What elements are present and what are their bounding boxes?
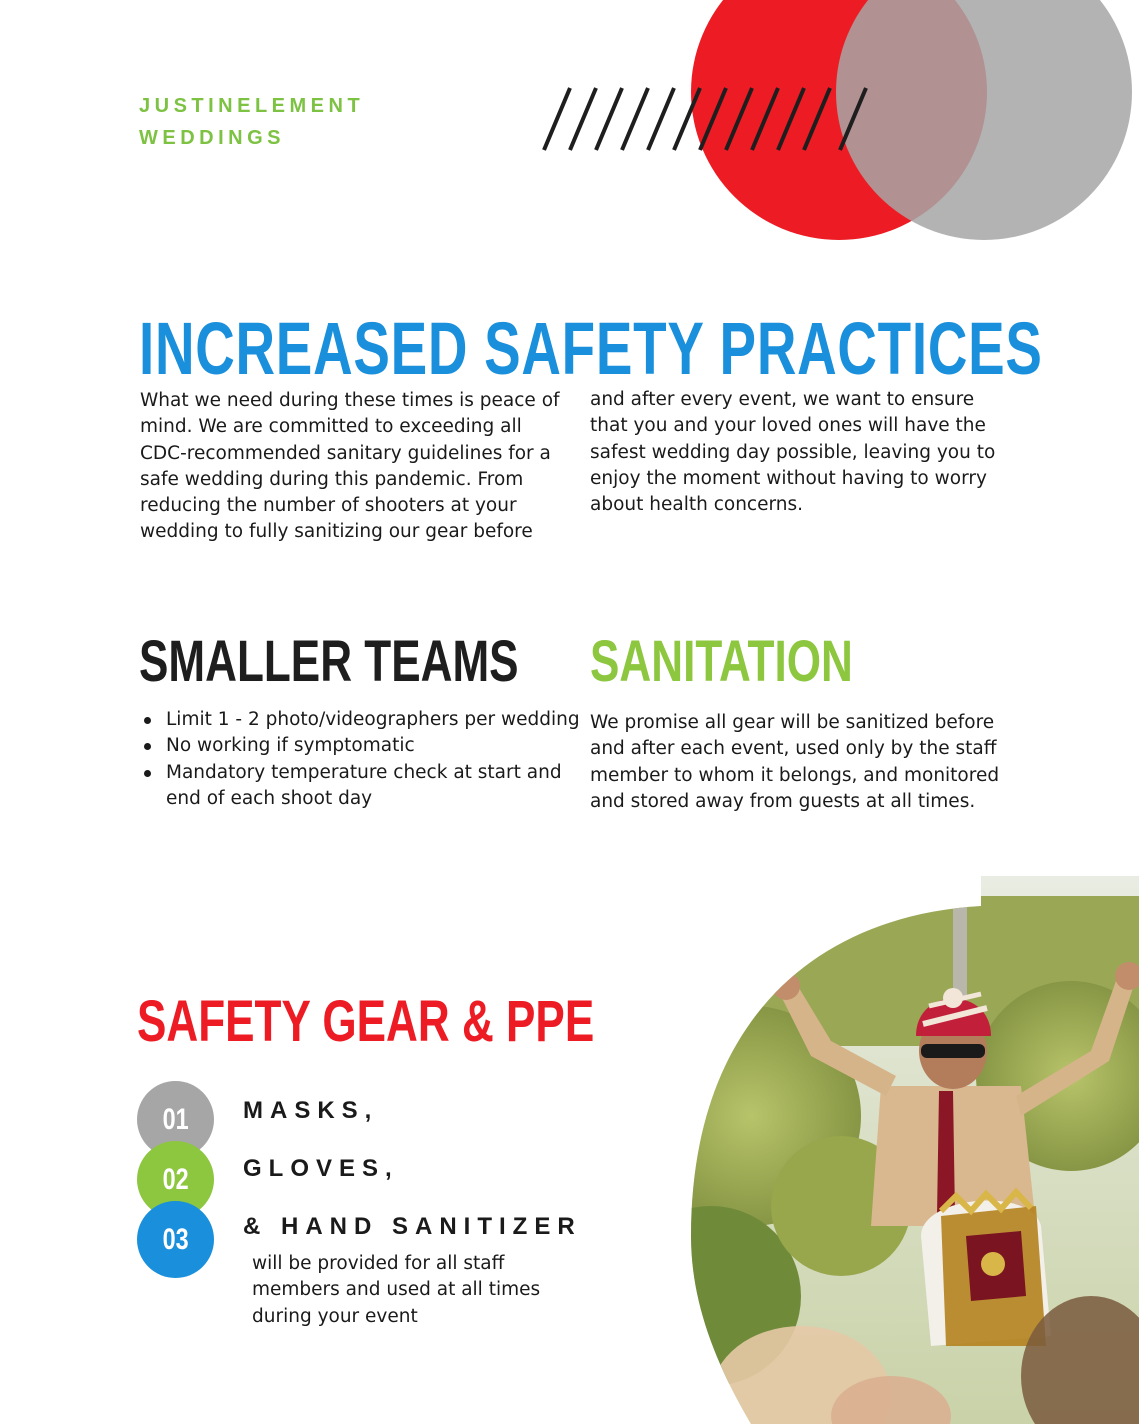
sanitation-paragraph: We promise all gear will be sanitized before and after each event, used only by the staff member to whom it belongs, and monitored and stored away from guests at all times. <box>590 712 1000 812</box>
smaller-teams-heading: SMALLER TEAMS <box>139 629 519 694</box>
smaller-teams-list <box>140 707 596 812</box>
wedding-groom-photo <box>691 876 1139 1424</box>
list-item: Limit 1 - 2 photo/videographers per wedding <box>166 707 596 733</box>
list-item: No working if symptomatic <box>166 733 596 759</box>
brand-line-2: WEDDINGS <box>139 127 285 149</box>
brand-line-1: JUSTINELEMENT <box>139 95 365 117</box>
number-badge-label: 03 <box>162 1222 189 1256</box>
number-badge-03 <box>137 1201 214 1278</box>
intro-paragraph-right: and after every event, we want to ensure that you and your loved ones will have the safest wedding day possible, leaving you to enjoy the moment without having to worry about health concerns. <box>590 389 996 516</box>
safety-gear-heading: SAFETY GEAR & PPE <box>137 989 595 1054</box>
decorative-circles <box>0 0 1139 260</box>
list-item: Mandatory temperature check at start and end of each shoot day <box>166 760 596 813</box>
page-title: INCREASED SAFETY PRACTICES <box>139 307 1043 390</box>
intro-paragraph-left: What we need during these times is peace of mind. We are committed to exceeding all CDC-recommended sanitary guidelines for a safe wedding during this pandemic. From reducing the number of shooters at your wedding to fully sanitizing our gear before <box>140 390 560 543</box>
sanitation-heading: SANITATION <box>590 629 853 694</box>
gear-item-gloves: GLOVES, <box>243 1155 399 1182</box>
gear-item-masks: MASKS, <box>243 1097 379 1124</box>
gear-item-sanitizer: & HAND SANITIZER <box>243 1213 582 1240</box>
number-badge-label: 02 <box>162 1162 189 1196</box>
number-badge-label: 01 <box>162 1102 189 1136</box>
gear-note: will be provided for all staff members and used at all times during your event <box>252 1253 541 1327</box>
